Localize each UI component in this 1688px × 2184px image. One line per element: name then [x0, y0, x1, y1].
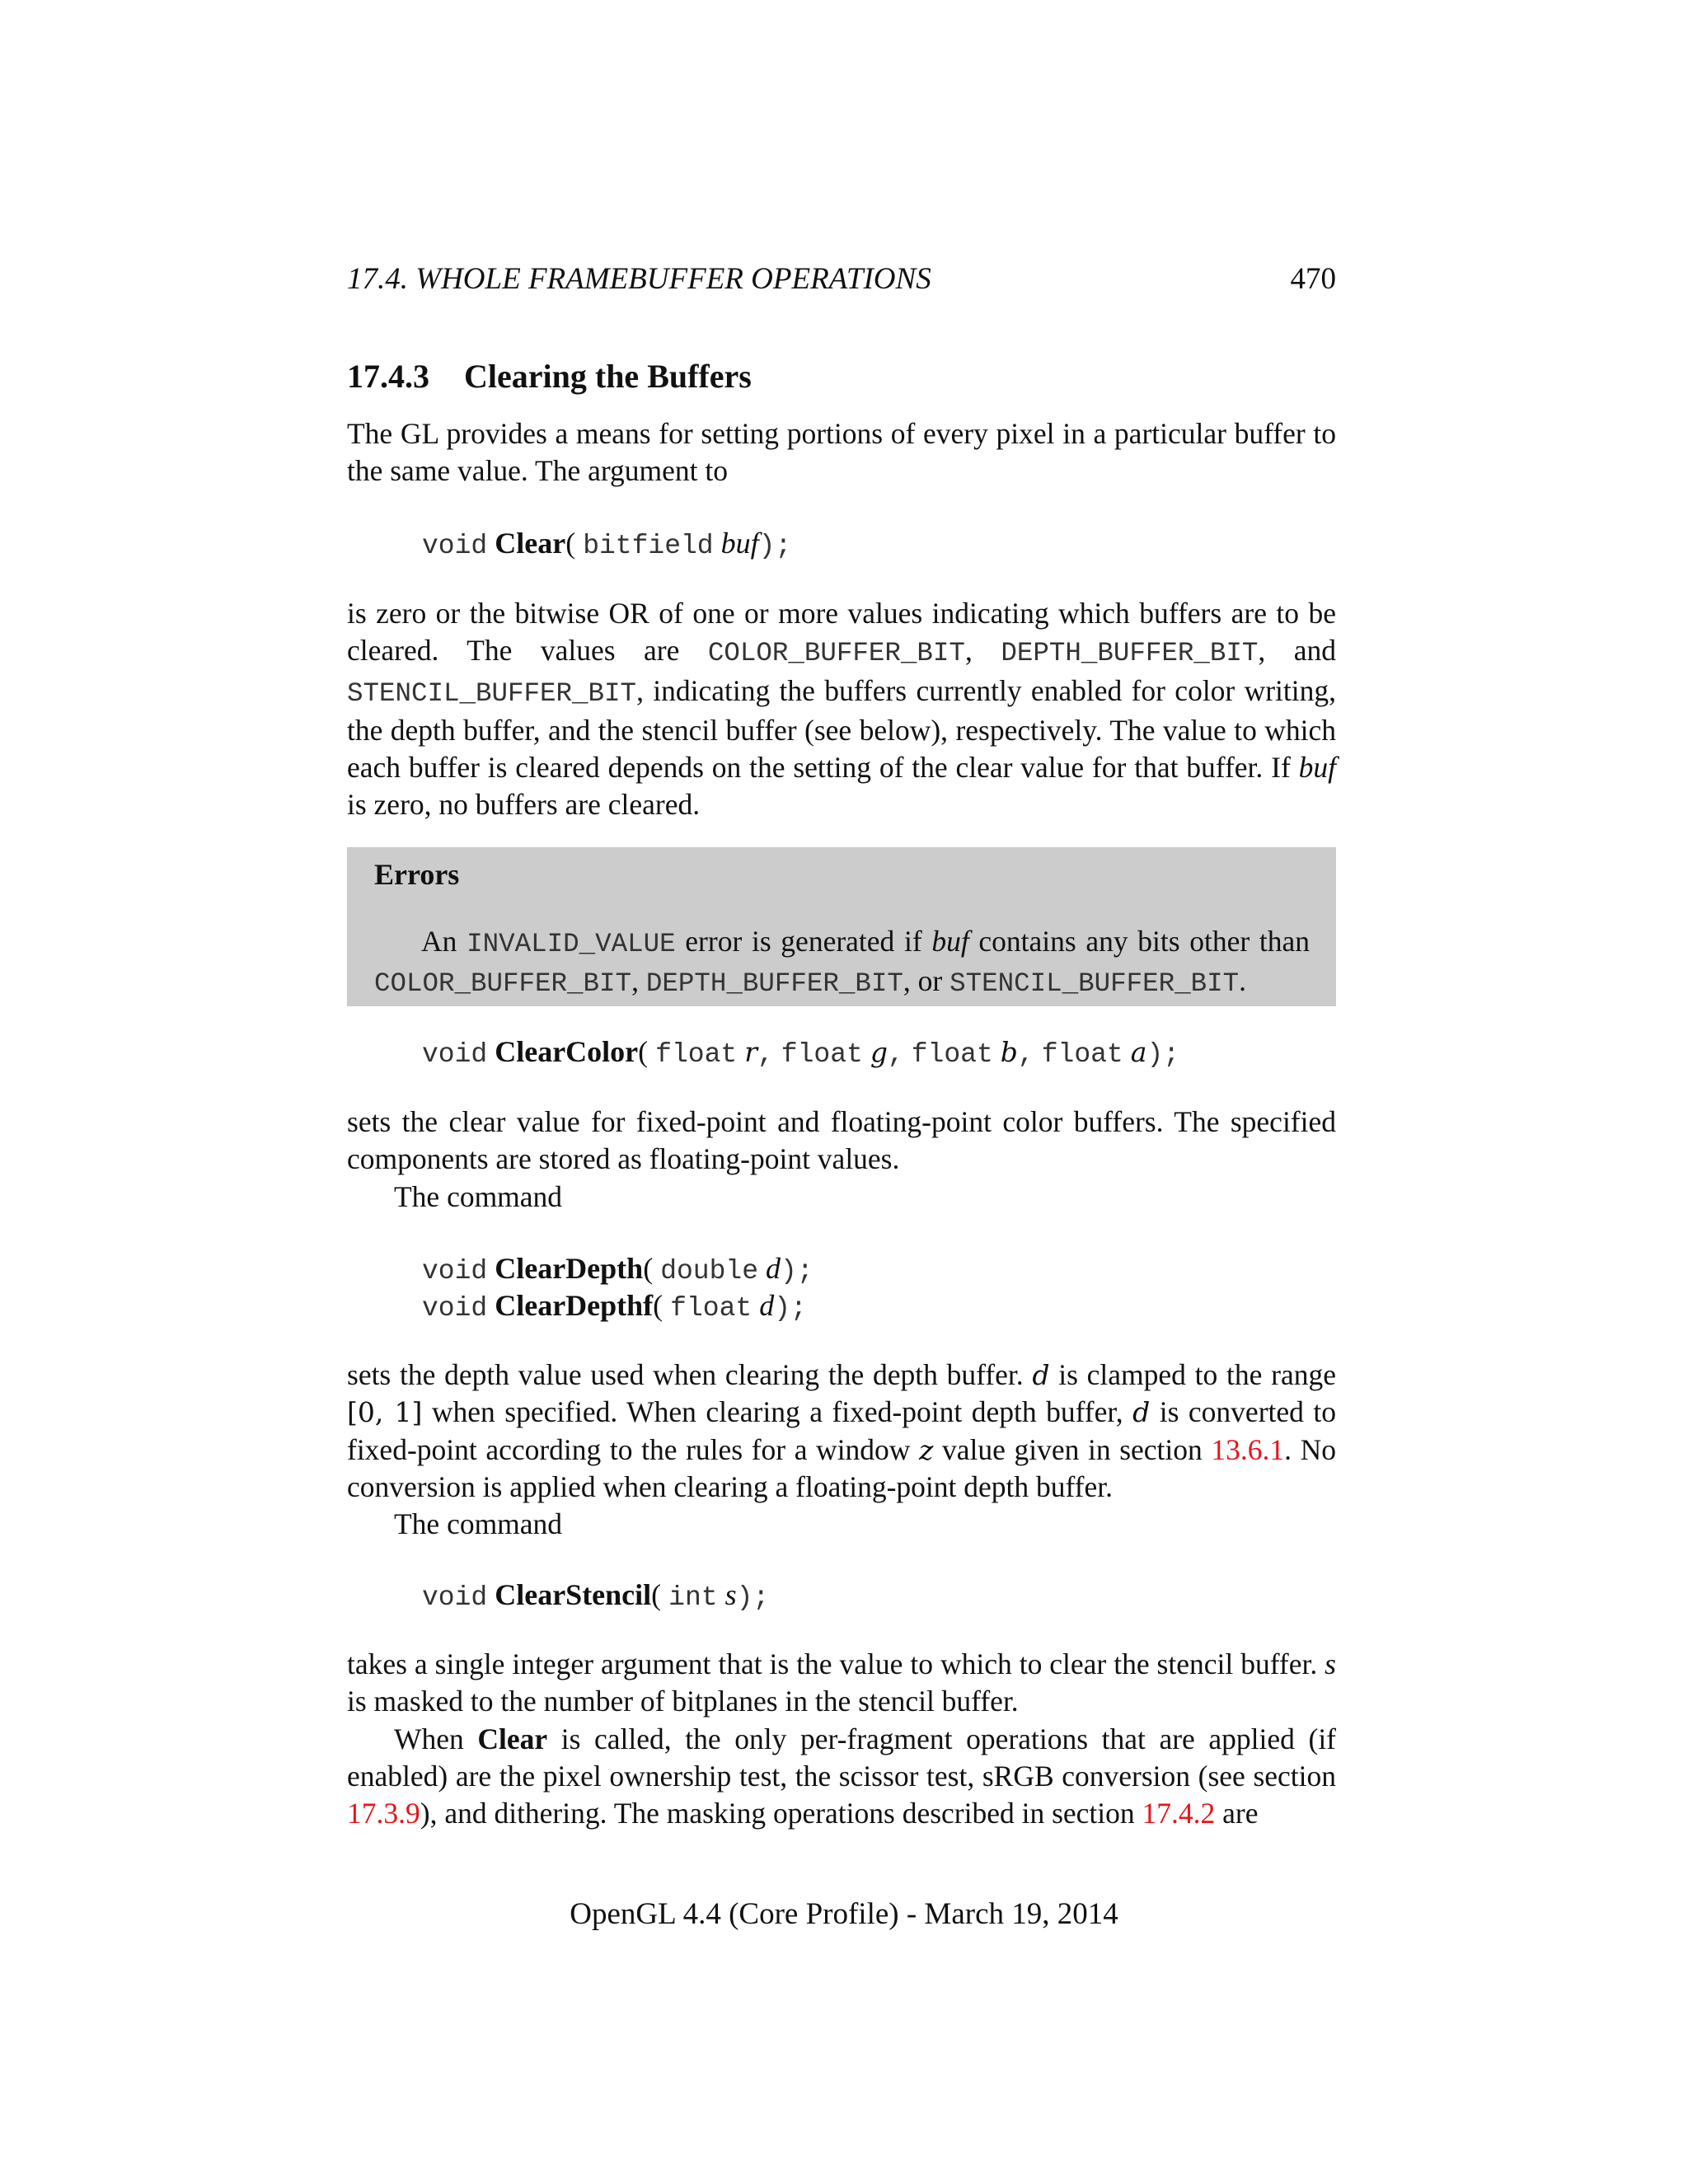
section-title: Clearing the Buffers [464, 358, 752, 395]
comma: , [757, 1039, 774, 1070]
paragraph-clearstencil-description [347, 1646, 1336, 1832]
text-run: is called, the only per-fragment operations that are applied (if enabled) are the pixel ownership test, the scissor test, sRGB conversion (see section [347, 1722, 1336, 1793]
param-name: buf [720, 527, 759, 560]
function-ref-clear: Clear [477, 1722, 548, 1755]
paragraph-clear-description [347, 595, 1336, 824]
text-run: takes a single integer argument that is the value to which to clear the stencil buffer. [347, 1647, 1325, 1680]
text-run: , indicating the buffers currently enabled for color writing, the depth buffer, and the stencil buffer (see below), respectively. The value to which each buffer is cleared depends on the setting of the clear value for that buffer. If [347, 673, 1336, 785]
paragraph-intro [347, 415, 1336, 490]
text-run: , [964, 634, 1001, 668]
text-run: When [394, 1722, 478, 1755]
text-run: ), and dithering. The masking operations described in section [420, 1797, 1142, 1830]
text-run: is converted to fixed-point according to the rules for a window [347, 1395, 1336, 1466]
text-run: is clamped to the range [1049, 1358, 1336, 1391]
open-paren: ( [651, 1578, 662, 1611]
token-stencil-buffer-bit: STENCIL_BUFFER_BIT [950, 968, 1240, 1000]
text-run: . [1239, 964, 1247, 998]
text-run: An [421, 925, 467, 958]
cleardepth-declaration [422, 1250, 814, 1290]
close-paren: ); [736, 1582, 770, 1613]
close-paren: ); [1146, 1039, 1180, 1070]
param-buf: buf [1298, 751, 1336, 785]
param-type: double [660, 1256, 759, 1286]
paragraph-clearcolor-text: sets the clear value for fixed-point and floating-point color buffers. The specified components are stored as floating-point values. [347, 1105, 1336, 1176]
clear-declaration [422, 525, 791, 565]
paragraph-clear-called-text [347, 1721, 1336, 1833]
open-paren: ( [638, 1035, 649, 1068]
clearcolor-declaration [422, 1033, 1179, 1073]
close-paren: ); [781, 1256, 814, 1286]
open-paren: ( [643, 1252, 654, 1285]
section-link-17-4-2[interactable]: 17.4.2 [1142, 1797, 1216, 1830]
open-paren: ( [653, 1289, 663, 1322]
param-g: g [870, 1036, 888, 1068]
paragraph-clearcolor-description [347, 1104, 1336, 1216]
text-run: sets the depth value used when clearing the depth buffer. [347, 1358, 1033, 1391]
token-stencil-buffer-bit: STENCIL_BUFFER_BIT [347, 677, 637, 709]
param-buf: buf [931, 925, 969, 958]
cleardepthf-declaration [422, 1287, 807, 1327]
errors-title: Errors [374, 858, 460, 891]
paragraph-cleardepth-text [347, 1357, 1336, 1506]
section-heading [347, 354, 1336, 399]
token-color-buffer-bit: COLOR_BUFFER_BIT [374, 968, 632, 1000]
function-name: ClearStencil [495, 1578, 652, 1611]
token-depth-buffer-bit: DEPTH_BUFFER_BIT [1001, 638, 1259, 669]
param-type: float [655, 1039, 738, 1070]
paragraph-clearstencil-text [347, 1646, 1336, 1721]
param-b: b [1000, 1036, 1018, 1068]
function-name: ClearColor [495, 1035, 639, 1068]
math-d: d [1132, 1396, 1151, 1429]
page-number: 470 [1290, 262, 1336, 296]
paragraph-the-command: The command [394, 1507, 563, 1541]
math-z: z [919, 1433, 934, 1466]
return-type: void [422, 1039, 488, 1070]
function-name: Clear [495, 527, 566, 560]
comma: , [887, 1039, 904, 1070]
text-run: . No conversion is applied when clearing a floating-point depth buffer. [347, 1432, 1336, 1503]
param-type: bitfield [583, 531, 714, 561]
token-color-buffer-bit: COLOR_BUFFER_BIT [707, 638, 965, 669]
text-run: when specified. When clearing a fixed-point depth buffer, [422, 1395, 1133, 1429]
token-depth-buffer-bit: DEPTH_BUFFER_BIT [645, 968, 903, 1000]
return-type: void [422, 531, 488, 561]
comma: , [1017, 1039, 1034, 1070]
text-run: , or [903, 964, 950, 998]
errors-text [374, 923, 1310, 1003]
section-link-17-3-9[interactable]: 17.3.9 [347, 1797, 420, 1830]
paragraph-intro-text: The GL provides a means for setting portions of every pixel in a particular buffer to the same value. The argument to [347, 417, 1336, 488]
param-d: d [766, 1252, 781, 1285]
clearstencil-declaration [422, 1577, 769, 1616]
text-run: is zero, no buffers are cleared. [347, 788, 701, 822]
close-paren: ); [758, 531, 792, 561]
param-type: int [668, 1582, 718, 1613]
math-d: d [1032, 1359, 1050, 1391]
text-run: contains any bits other than [968, 925, 1311, 958]
close-paren: ); [774, 1293, 807, 1324]
function-name: ClearDepth [495, 1252, 644, 1285]
param-type: float [911, 1039, 993, 1070]
param-r: r [744, 1036, 757, 1068]
param-type: float [781, 1039, 863, 1070]
param-a: a [1130, 1036, 1147, 1068]
paragraph-cleardepth-description [347, 1357, 1336, 1543]
return-type: void [422, 1293, 488, 1324]
paragraph-clear-text [347, 595, 1336, 824]
return-type: void [422, 1582, 488, 1613]
page-footer: OpenGL 4.4 (Core Profile) - March 19, 2014 [570, 1897, 1118, 1931]
running-header-title: 17.4. WHOLE FRAMEBUFFER OPERATIONS [347, 262, 931, 296]
text-run: are [1215, 1797, 1259, 1830]
text-run: is masked to the number of bitplanes in the stencil buffer. [347, 1685, 1019, 1718]
text-run: , and [1258, 634, 1336, 668]
text-run: value given in section [933, 1432, 1212, 1466]
param-d: d [759, 1289, 775, 1322]
token-invalid-value: INVALID_VALUE [467, 929, 676, 959]
text-run: error is generated if [675, 925, 932, 958]
return-type: void [422, 1256, 488, 1286]
param-type: float [670, 1293, 753, 1324]
text-run: is zero or the bitwise OR of one or more values indicating which buffers are to be cleared. The values are [347, 597, 1336, 668]
param-s: s [724, 1578, 737, 1611]
errors-box [347, 847, 1336, 1006]
open-paren: ( [565, 527, 576, 560]
math-range: [0, 1] [347, 1396, 423, 1429]
section-link-13-6-1[interactable]: 13.6.1 [1211, 1432, 1285, 1466]
function-name: ClearDepthf [495, 1289, 654, 1322]
paragraph-the-command: The command [394, 1179, 563, 1213]
param-type: float [1041, 1039, 1123, 1070]
param-s: s [1325, 1647, 1336, 1680]
section-number: 17.4.3 [347, 358, 429, 395]
text-run: , [631, 964, 646, 998]
